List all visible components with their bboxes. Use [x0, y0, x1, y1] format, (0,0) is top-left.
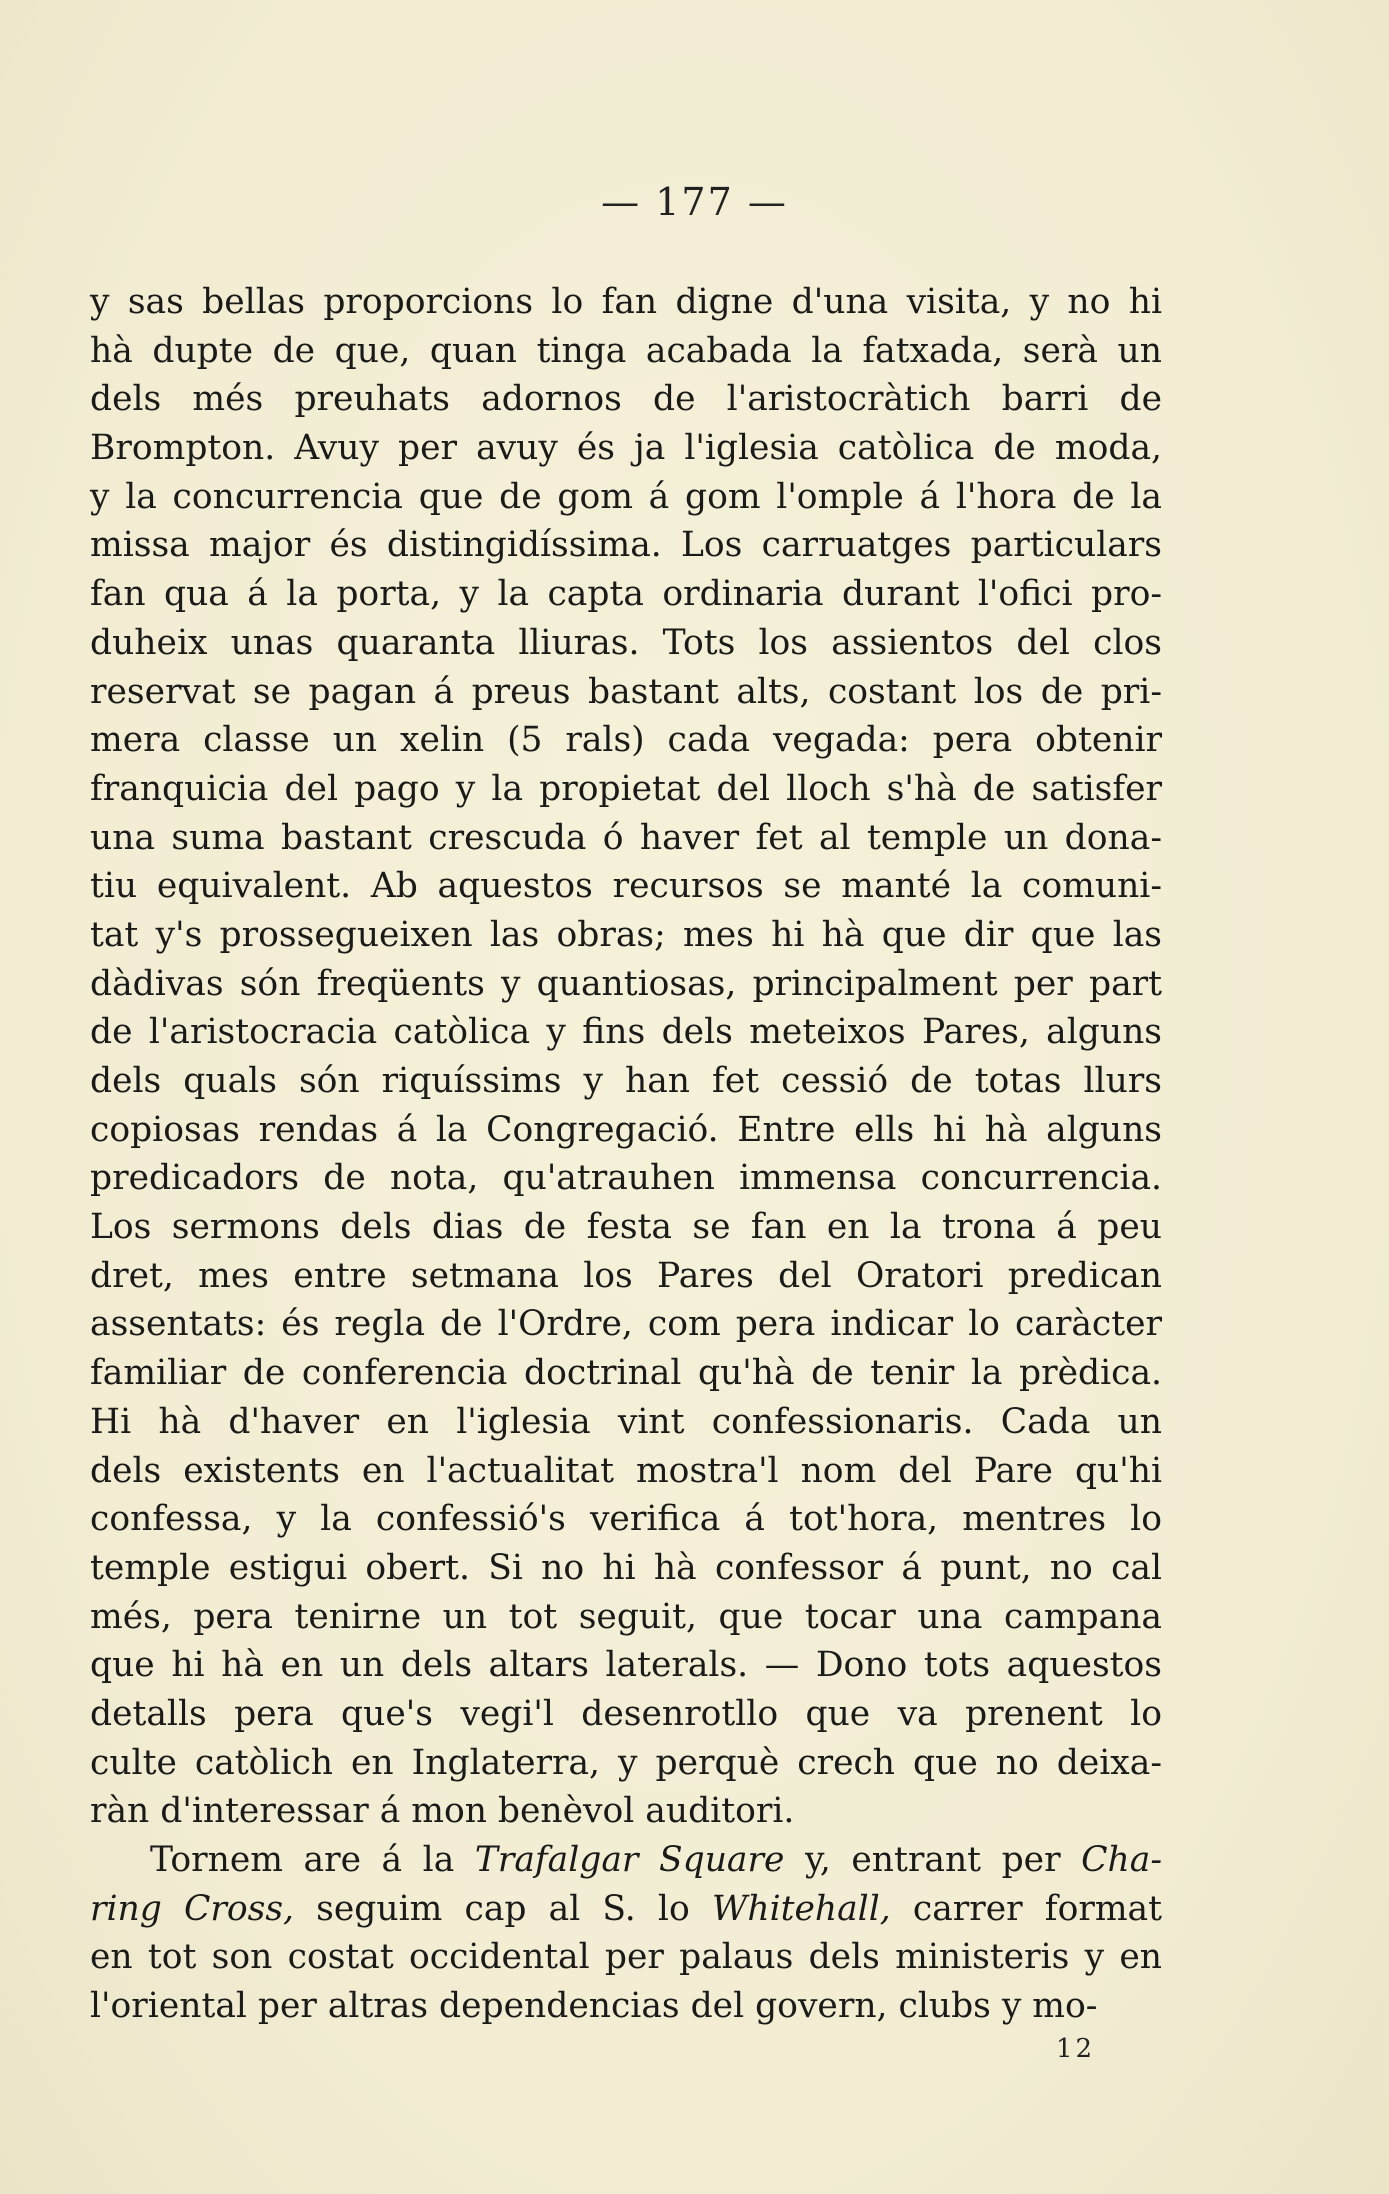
body-text: [90, 278, 1162, 2031]
text-line: predicadors de nota, qu'atrauhen immensa concurrencia.: [90, 1158, 1162, 1199]
text-line: duheix unas quaranta lliuras. Tots los assientos del clos: [90, 622, 1162, 663]
text-line: culte catòlich en Inglaterra, y perquè crech que no deixa-: [90, 1742, 1162, 1783]
italic-text: Cha-: [1081, 1840, 1162, 1880]
text-segment: Tornem are á la: [150, 1840, 475, 1880]
text-line: assentats: és regla de l'Ordre, com pera indicar lo caràcter: [90, 1304, 1162, 1345]
text-segment: y, entrant per: [784, 1840, 1082, 1880]
text-line: y la concurrencia que de gom á gom l'omple á l'hora de la: [90, 476, 1162, 517]
text-line: detalls pera que's vegi'l desenrotllo que va prenent lo: [90, 1693, 1162, 1734]
text-line: hà dupte de que, quan tinga acabada la fatxada, serà un: [90, 330, 1162, 371]
text-line: [90, 1836, 1162, 1885]
text-line: dàdivas són freqüents y quantiosas, principalment per part: [90, 963, 1162, 1004]
text-segment: en tot son costat occidental per palaus dels ministeris y en: [90, 1937, 1162, 1978]
text-line: y sas bellas proporcions lo fan digne d'una visita, y no hi: [90, 282, 1162, 322]
paragraph-2: [90, 1836, 1162, 2031]
text-line: reservat se pagan á preus bastant alts, costant los de pri-: [90, 671, 1162, 712]
paragraph-1: [90, 278, 1162, 1836]
text-segment: seguim cap al S. lo: [294, 1888, 712, 1929]
text-line: franquicia del pago y la propietat del lloch s'hà de satisfer: [90, 768, 1162, 809]
text-line: confessa, y la confessió's verifica á tot'hora, mentres lo: [90, 1499, 1162, 1540]
italic-text: Trafalgar Square: [474, 1840, 785, 1880]
italic-text: Whitehall,: [711, 1888, 891, 1929]
text-line: dels més preuhats adornos de l'aristocràtich barri de: [90, 379, 1162, 420]
text-line: dels existents en l'actualitat mostra'l nom del Pare qu'hi: [90, 1450, 1162, 1491]
text-line: Hi hà d'haver en l'iglesia vint confessionaris. Cada un: [90, 1401, 1162, 1442]
text-line: copiosas rendas á la Congregació. Entre ells hi hà alguns: [90, 1109, 1162, 1150]
text-segment: carrer format: [890, 1888, 1162, 1929]
text-line: de l'aristocracia catòlica y fins dels meteixos Pares, alguns: [90, 1012, 1162, 1053]
text-segment: l'oriental per altras dependencias del govern, clubs y mo-: [90, 1986, 1098, 2027]
text-line: mera classe un xelin (5 rals) cada vegada: pera obtenir: [90, 720, 1162, 761]
text-line: temple estigui obert. Si no hi hà confessor á punt, no cal: [90, 1547, 1162, 1588]
text-line: una suma bastant crescuda ó haver fet al temple un dona-: [90, 817, 1162, 858]
text-line: missa major és distingidíssima. Los carruatges particulars: [90, 525, 1162, 566]
italic-text: ring Cross,: [90, 1888, 295, 1929]
text-line: dret, mes entre setmana los Pares del Oratori predican: [90, 1255, 1162, 1296]
page-number-header: — 177 —: [601, 180, 788, 224]
text-line: [90, 1885, 1162, 1934]
text-line: [90, 1933, 1162, 1982]
text-line: Brompton. Avuy per avuy és ja l'iglesia catòlica de moda,: [90, 428, 1162, 469]
text-line: [90, 1982, 1162, 2031]
text-line: ràn d'interessar á mon benèvol auditori.: [90, 1791, 795, 1832]
text-line: dels quals són riquíssims y han fet cessió de totas llurs: [90, 1061, 1162, 1101]
text-line: tiu equivalent. Ab aquestos recursos se manté la comuni-: [90, 866, 1162, 907]
text-line: Los sermons dels dias de festa se fan en la trona á peu: [90, 1207, 1162, 1248]
text-line: tat y's prossegueixen las obras; mes hi hà que dir que las: [90, 914, 1162, 955]
text-line: fan qua á la porta, y la capta ordinaria durant l'ofici pro-: [90, 574, 1162, 615]
text-line: familiar de conferencia doctrinal qu'hà de tenir la prèdica.: [90, 1353, 1162, 1394]
signature-mark: 12: [1056, 2034, 1096, 2064]
text-line: més, pera tenirne un tot seguit, que tocar una campana: [90, 1596, 1162, 1637]
text-line: que hi hà en un dels altars laterals. — Dono tots aquestos: [90, 1645, 1162, 1686]
